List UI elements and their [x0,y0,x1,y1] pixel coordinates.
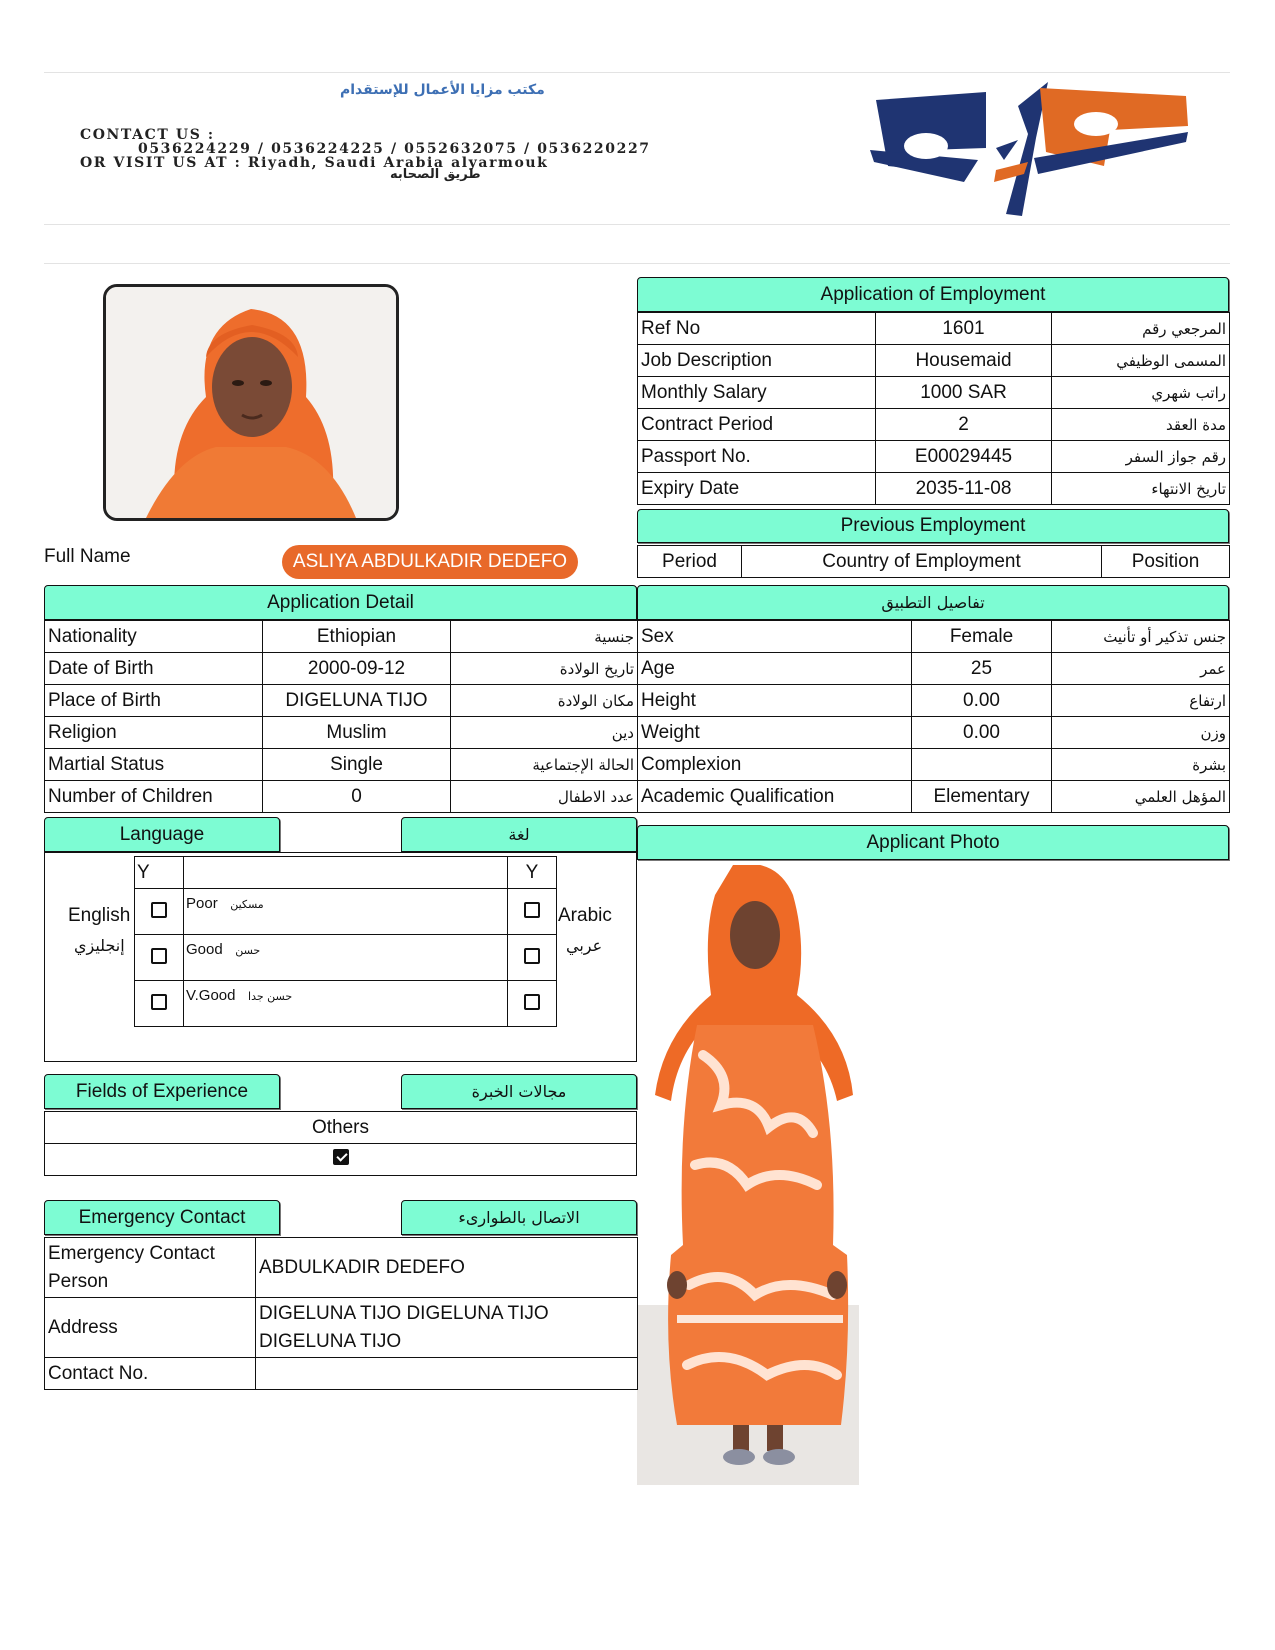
table-row: Contract Period 2 مدة العقد [638,409,1230,441]
employment-header: Application of Employment [637,277,1229,312]
table-row: Age 25 عمر [638,653,1230,685]
arabic-label: Arabic [558,905,612,926]
english-label: English [68,905,131,926]
experience-field: Others [45,1112,637,1144]
language-header: Language [44,817,280,852]
experience-header: Fields of Experience [44,1074,280,1109]
language-header-ar: لغة [401,817,637,852]
applicant-photo-header: Applicant Photo [637,825,1229,860]
header-top-rule [44,72,1230,73]
table-row: Poor مسكين [135,889,557,935]
table-row: V.Good حسن جدا [135,981,557,1027]
table-row: Complexion بشرة [638,749,1230,781]
previous-employment-table [637,545,1230,578]
english-vgood-checkbox[interactable] [151,994,167,1010]
table-row: Nationality Ethiopian جنسية [45,621,638,653]
emergency-table [44,1237,638,1390]
english-good-checkbox[interactable] [151,948,167,964]
company-logo [868,78,1208,220]
table-row: Passport No. E00029445 رقم جواز السفر [638,441,1230,473]
table-row: Religion Muslim دين [45,717,638,749]
full-name-label: Full Name [44,546,131,567]
experience-table [44,1111,637,1176]
english-poor-checkbox[interactable] [151,902,167,918]
experience-others-checkbox[interactable] [333,1149,349,1165]
table-row: Good حسن [135,935,557,981]
table-row: Y Y [135,857,557,889]
table-row: Number of Children 0 عدد الاطفال [45,781,638,813]
arabic-good-checkbox[interactable] [524,948,540,964]
table-row: Martial Status Single الحالة الإجتماعية [45,749,638,781]
application-detail-ar-header: تفاصيل التطبيق [637,585,1229,620]
table-row: Academic Qualification Elementary المؤهل العلمي [638,781,1230,813]
table-row [45,1144,637,1176]
emergency-header: Emergency Contact [44,1200,280,1235]
table-row: Place of Birth DIGELUNA TIJO مكان الولادة [45,685,638,717]
table-row: Address DIGELUNA TIJO DIGELUNA TIJO DIGELUNA TIJO [45,1298,638,1358]
language-grid [134,856,557,1027]
table-row: Height 0.00 ارتفاع [638,685,1230,717]
experience-header-ar: مجالات الخبرة [401,1074,637,1109]
table-row: Weight 0.00 وزن [638,717,1230,749]
table-row: Expiry Date 2035-11-08 تاريخ الانتهاء [638,473,1230,505]
table-row: Contact No. [45,1358,638,1390]
header-bottom-rule [44,224,1230,225]
contact-phones: 0536224229 / 0536224225 / 0552632075 / 0536220227 [138,141,651,157]
application-detail-table [44,620,638,813]
section-rule [44,263,1230,264]
application-detail-header: Application Detail [44,585,637,620]
emergency-header-ar: الاتصال بالطوارىء [401,1200,637,1235]
contact-label: CONTACT US : [80,127,215,143]
table-row: Period Country of Employment Position [638,546,1230,578]
visit-line: OR VISIT US AT : Riyadh, Saudi Arabia alyarmouk [80,155,549,171]
table-row: Sex Female جنس تذكير أو تأنيث [638,621,1230,653]
english-label-ar: إنجليزي [74,936,125,955]
previous-employment-header: Previous Employment [637,509,1229,543]
street-ar: طريق الصحابه [390,167,481,182]
application-detail-ar-table [637,620,1230,813]
table-row: Ref No 1601 المرجعي رقم [638,313,1230,345]
applicant-portrait [103,284,399,521]
applicant-full-photo [637,865,859,1485]
table-row [45,1112,637,1144]
table-row: Job Description Housemaid المسمى الوظيفي [638,345,1230,377]
table-row: Monthly Salary 1000 SAR راتب شهري [638,377,1230,409]
table-row: Emergency Contact Person ABDULKADIR DEDEFO [45,1238,638,1298]
office-name-ar: مكتب مزايا الأعمال للإستقدام [340,82,545,98]
full-name-value: ASLIYA ABDULKADIR DEDEFO [282,545,578,579]
arabic-label-ar: عربي [566,936,603,955]
employment-table [637,312,1230,505]
table-row: Date of Birth 2000-09-12 تاريخ الولادة [45,653,638,685]
arabic-vgood-checkbox[interactable] [524,994,540,1010]
arabic-poor-checkbox[interactable] [524,902,540,918]
